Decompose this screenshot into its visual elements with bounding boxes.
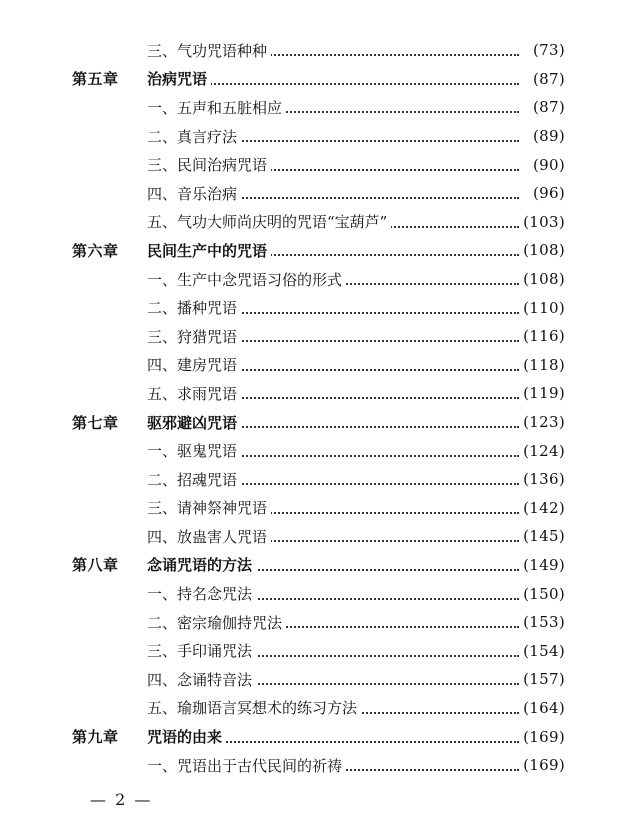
page-ref: (153) [519,613,565,631]
section-title: 四、建房咒语 [147,354,241,375]
section-title: 五、瑜珈语言冥想术的练习方法 [147,697,361,718]
section-title: 一、咒语出于古代民间的祈祷 [147,755,346,776]
toc-section-row [0,293,623,322]
section-title: 四、念诵特音法 [147,669,256,690]
toc-chapter-row [0,722,623,751]
chapter-number: 第八章 [72,556,119,575]
page-ref: (103) [519,213,565,231]
page-ref: (124) [519,442,565,460]
page-ref: (108) [519,241,565,259]
page-ref: (123) [519,413,565,431]
chapter-number: 第七章 [72,413,119,432]
toc-chapter-row [0,408,623,437]
section-title: 三、请神祭神咒语 [147,497,271,518]
page-ref: (87) [519,70,565,88]
section-title: 五、气功大师尚庆明的咒语“宝葫芦” [147,211,391,232]
page-ref: (169) [519,728,565,746]
section-title: 二、招魂咒语 [147,469,241,490]
section-title: 三、民间治病咒语 [147,154,271,175]
toc-section-row [0,494,623,523]
page-ref: (89) [519,127,565,145]
section-title: 四、放蛊害人咒语 [147,526,271,547]
section-title: 三、手印诵咒法 [147,640,256,661]
toc-section-row [0,265,623,294]
toc-section-row [0,322,623,351]
section-title: 三、狩猎咒语 [147,326,241,347]
chapter-title: 驱邪避凶咒语 [147,412,241,433]
page-ref: (150) [519,585,565,603]
toc-section-row [0,150,623,179]
page-ref: (149) [519,556,565,574]
toc-section-row [0,751,623,780]
toc-section-row [0,36,623,65]
chapter-number: 第六章 [72,241,119,260]
page-ref: (116) [519,327,565,345]
toc-section-row [0,179,623,208]
page-ref: (118) [519,356,565,374]
chapter-title: 治病咒语 [147,68,211,89]
section-title: 五、求雨咒语 [147,383,241,404]
section-title: 一、驱鬼咒语 [147,440,241,461]
page-ref: (157) [519,670,565,688]
toc-chapter-row [0,551,623,580]
section-title: 二、播种咒语 [147,297,241,318]
toc-section-row [0,379,623,408]
section-title: 一、持名念咒法 [147,583,256,604]
page-ref: (110) [519,299,565,317]
toc-section-row [0,208,623,237]
toc-chapter-row [0,65,623,94]
chapter-title: 咒语的由来 [147,726,226,747]
chapter-number: 第五章 [72,70,119,89]
page-number: — 2 — [90,790,153,809]
page-ref: (145) [519,527,565,545]
chapter-number: 第九章 [72,728,119,747]
page-ref: (164) [519,699,565,717]
page-ref: (142) [519,499,565,517]
page-ref: (154) [519,642,565,660]
table-of-contents [0,36,623,779]
toc-section-row [0,436,623,465]
toc-section-row [0,579,623,608]
toc-section-row [0,608,623,637]
toc-section-row [0,93,623,122]
page-ref: (87) [519,98,565,116]
page-ref: (73) [519,41,565,59]
section-title: 二、密宗瑜伽持咒法 [147,612,286,633]
page-ref: (96) [519,184,565,202]
section-title: 一、五声和五脏相应 [147,97,286,118]
chapter-title: 念诵咒语的方法 [147,554,256,575]
section-title: 一、生产中念咒语习俗的形式 [147,269,346,290]
toc-section-row [0,522,623,551]
toc-section-row [0,122,623,151]
page-ref: (136) [519,470,565,488]
page-ref: (169) [519,756,565,774]
page-ref: (90) [519,156,565,174]
page-ref: (119) [519,384,565,402]
section-title: 二、真言疗法 [147,126,241,147]
toc-section-row [0,665,623,694]
toc-section-row [0,636,623,665]
page-ref: (108) [519,270,565,288]
toc-section-row [0,694,623,723]
chapter-title: 民间生产中的咒语 [147,240,271,261]
toc-section-row [0,465,623,494]
section-title: 四、音乐治病 [147,183,241,204]
toc-chapter-row [0,236,623,265]
section-title: 三、气功咒语种种 [147,40,271,61]
toc-section-row [0,351,623,380]
